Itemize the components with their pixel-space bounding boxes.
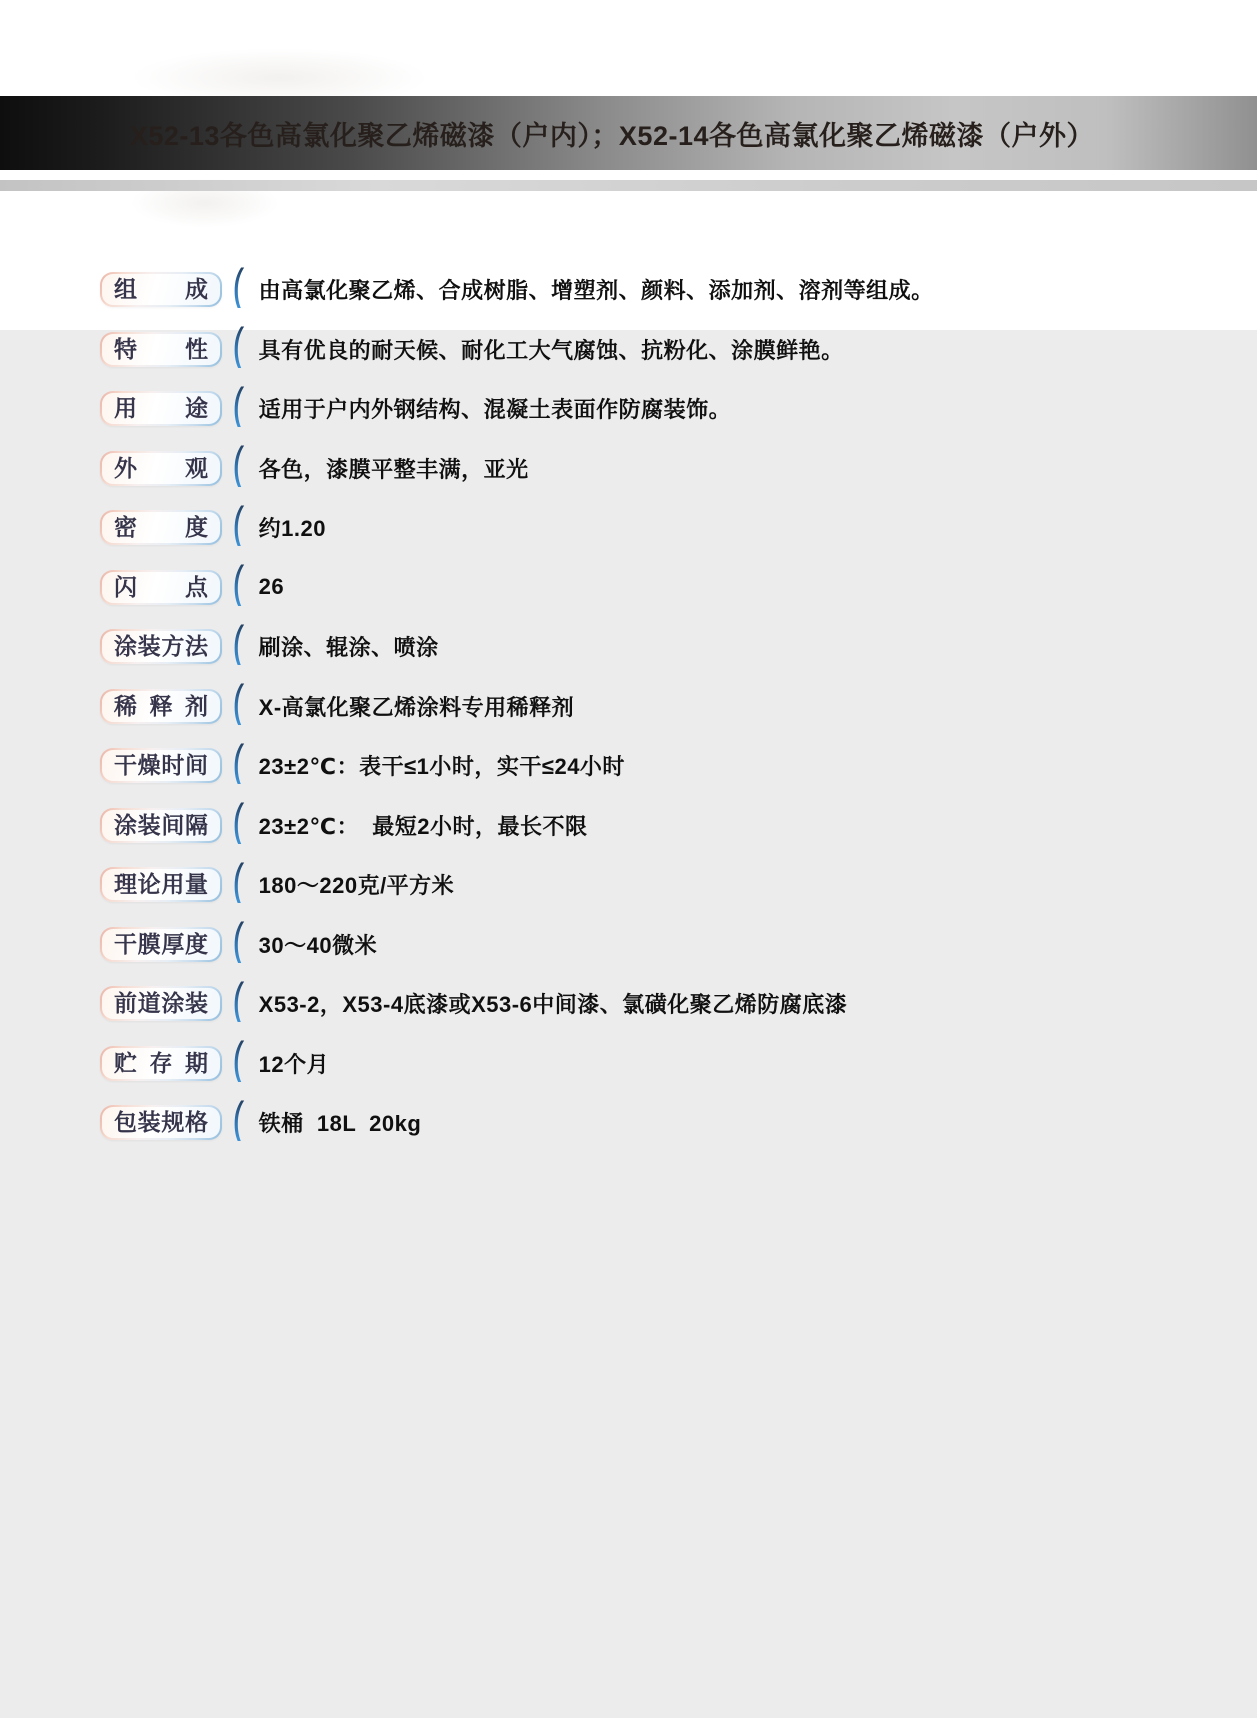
- spec-value: 23±2℃：表干≤1小时，实干≤24小时: [258, 754, 625, 780]
- spec-value: 约1.20: [258, 516, 326, 542]
- page-header-bar: [0, 96, 1257, 170]
- spec-label: 涂装间隔: [114, 811, 208, 838]
- spec-label-pill: [100, 986, 222, 1021]
- spec-row-packaging: [100, 1093, 1217, 1153]
- spec-value: 刷涂、辊涂、喷涂: [258, 635, 439, 661]
- spec-label-pill: [100, 629, 222, 664]
- spec-value: 由高氯化聚乙烯、合成树脂、增塑剂、颜料、添加剂、溶剂等组成。: [258, 278, 934, 304]
- spec-label-pill: [100, 332, 222, 367]
- spec-row-composition: [100, 260, 1217, 320]
- open-bracket-glyph: (: [232, 734, 245, 791]
- spec-label-pill: [100, 689, 222, 724]
- spec-row-shelf-life: [100, 1034, 1217, 1094]
- spec-label: 组成: [114, 276, 208, 303]
- spec-label: 用途: [114, 395, 208, 422]
- header-divider-strip: [0, 180, 1257, 191]
- spec-label-pill: [100, 570, 222, 605]
- spec-value: 23±2℃： 最短2小时，最长不限: [258, 813, 588, 839]
- spec-label: 贮存期: [114, 1049, 208, 1076]
- spec-row-recoat-interval: [100, 796, 1217, 856]
- spec-value: 各色，漆膜平整丰满，亚光: [258, 456, 529, 482]
- spec-row-characteristics: [100, 320, 1217, 380]
- spec-value: 180～220克/平方米: [258, 873, 455, 899]
- open-bracket-glyph: (: [232, 318, 245, 374]
- spec-row-density: [100, 498, 1217, 558]
- open-bracket-glyph: (: [232, 377, 245, 434]
- spec-value: X-高氯化聚乙烯涂料专用稀释剂: [258, 694, 575, 720]
- spec-value: 12个月: [258, 1051, 330, 1077]
- spec-label: 闪点: [114, 573, 208, 600]
- spec-value: 具有优良的耐天候、耐化工大气腐蚀、抗粉化、涂膜鲜艳。: [258, 337, 844, 363]
- spec-label-pill: [100, 927, 222, 962]
- open-bracket-glyph: (: [232, 853, 245, 910]
- open-bracket-glyph: (: [232, 913, 245, 969]
- open-bracket-glyph: (: [232, 1091, 245, 1148]
- spec-label: 干膜厚度: [114, 930, 208, 957]
- spec-label-pill: [100, 510, 222, 545]
- spec-row-previous-coat: [100, 974, 1217, 1034]
- open-bracket-glyph: (: [232, 556, 245, 612]
- spec-label-pill: [100, 451, 222, 486]
- spec-row-drying-time: [100, 736, 1217, 796]
- spec-label: 外观: [114, 454, 208, 481]
- spec-value: 铁桶 18L 20kg: [258, 1111, 422, 1137]
- open-bracket-glyph: (: [232, 437, 245, 493]
- spec-value: 适用于户内外钢结构、混凝土表面作防腐装饰。: [258, 397, 732, 423]
- open-bracket-glyph: (: [232, 496, 245, 553]
- spec-label-pill: [100, 808, 222, 843]
- spec-label: 涂装方法: [114, 633, 208, 660]
- spec-label: 密度: [114, 514, 208, 541]
- open-bracket-glyph: (: [232, 258, 245, 315]
- spec-label-pill: [100, 1105, 222, 1140]
- open-bracket-glyph: (: [232, 1032, 245, 1088]
- spec-row-dry-film-thickness: [100, 915, 1217, 975]
- spec-label-pill: [100, 391, 222, 426]
- spec-label-pill: [100, 1046, 222, 1081]
- spec-row-usage: [100, 379, 1217, 439]
- spec-label: 前道涂装: [114, 990, 208, 1017]
- spec-label: 理论用量: [114, 871, 208, 898]
- spec-label-pill: [100, 867, 222, 902]
- open-bracket-glyph: (: [232, 972, 245, 1029]
- open-bracket-glyph: (: [232, 675, 245, 731]
- spec-row-thinner: [100, 677, 1217, 737]
- page-title: X52-13各色高氯化聚乙烯磁漆（户内）；X52-14各色高氯化聚乙烯磁漆（户外）: [129, 120, 1094, 151]
- spec-value: 30～40微米: [258, 932, 378, 958]
- spec-label: 特性: [114, 335, 208, 362]
- spec-row-application-method: [100, 617, 1217, 677]
- spec-value: X53-2，X53-4底漆或X53-6中间漆、氯磺化聚乙烯防腐底漆: [258, 992, 848, 1018]
- spec-label-pill: [100, 272, 222, 307]
- spec-label: 干燥时间: [114, 752, 208, 779]
- open-bracket-glyph: (: [232, 615, 245, 672]
- spec-label: 稀释剂: [114, 692, 208, 719]
- spec-label-pill: [100, 748, 222, 783]
- spec-row-appearance: [100, 439, 1217, 499]
- spec-value: 26: [258, 574, 285, 600]
- spec-label: 包装规格: [114, 1109, 208, 1136]
- spec-row-theoretical-consumption: [100, 855, 1217, 915]
- open-bracket-glyph: (: [232, 794, 245, 850]
- spec-row-flash-point: [100, 558, 1217, 618]
- spec-list: [100, 260, 1217, 1153]
